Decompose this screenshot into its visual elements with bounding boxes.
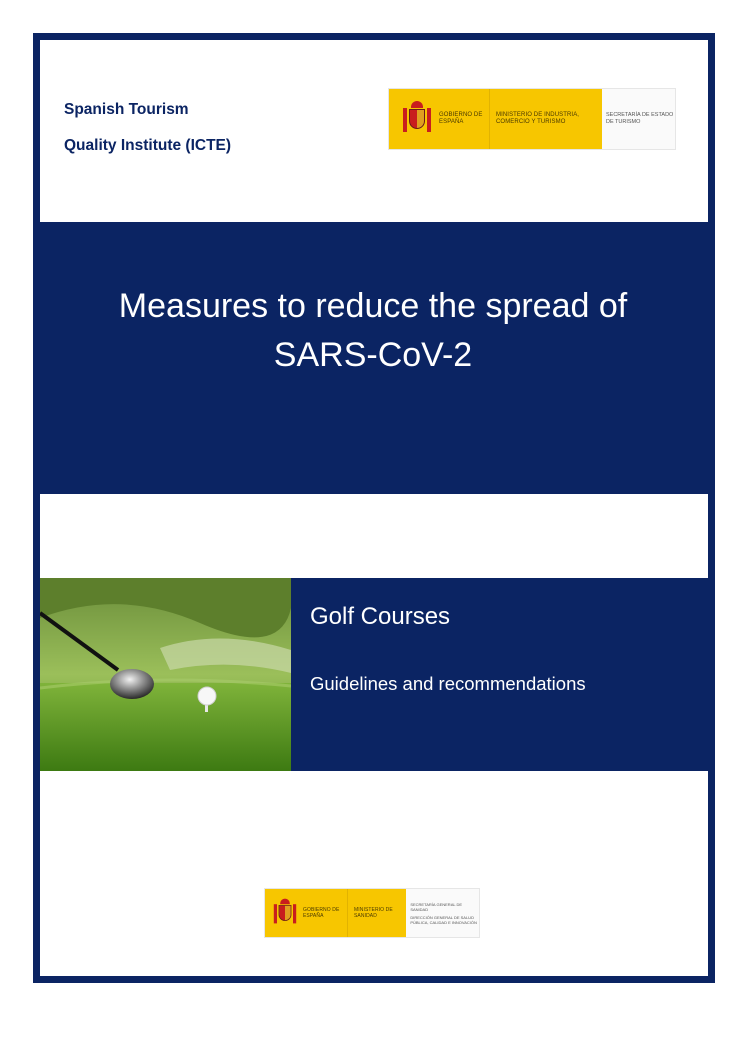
organization-name <box>64 92 231 164</box>
gov-spain-label-bottom: GOBIERNO DE ESPAÑA <box>303 907 340 919</box>
organization-line-1: Spanish Tourism <box>64 101 189 118</box>
section-subtitle: Guidelines and recommendations <box>310 673 586 694</box>
coat-of-arms-icon <box>403 101 431 137</box>
title-line-2: SARS-CoV-2 <box>273 336 473 374</box>
gov-yellow-block <box>389 89 602 149</box>
ministry-health-logo <box>264 888 480 938</box>
health-secretariat-label: SECRETARÍA GENERAL DE SANIDAD <box>410 901 463 912</box>
golf-photo <box>40 578 291 771</box>
coat-of-arms-icon <box>274 899 296 928</box>
ministry-industry-logo <box>388 88 676 150</box>
organization-line-2: Quality Institute (ICTE) <box>64 137 232 154</box>
secretariat-label: SECRETARÍA DE ESTADO DE TURISMO <box>602 89 675 149</box>
gov-spain-label: GOBIERNO DE ESPAÑA <box>439 112 483 125</box>
section-title: Golf Courses <box>310 603 451 630</box>
ministry-health-label: MINISTERIO DE SANIDAD <box>354 907 393 919</box>
golf-club-and-ball-image <box>40 578 291 771</box>
page-frame <box>33 33 715 983</box>
title-line-1: Measures to reduce the spread of <box>118 287 628 325</box>
health-directorate-label: DIRECCIÓN GENERAL DE SALUD PÚBLICA, CALIDAD E INNOVACIÓN <box>410 914 477 925</box>
document-title <box>0 282 746 380</box>
ministry-label: MINISTERIO DE INDUSTRIA, COMERCIO Y TURISMO <box>496 112 580 125</box>
gov-yellow-block-bottom <box>265 889 406 937</box>
health-secretariat-block <box>406 889 479 937</box>
